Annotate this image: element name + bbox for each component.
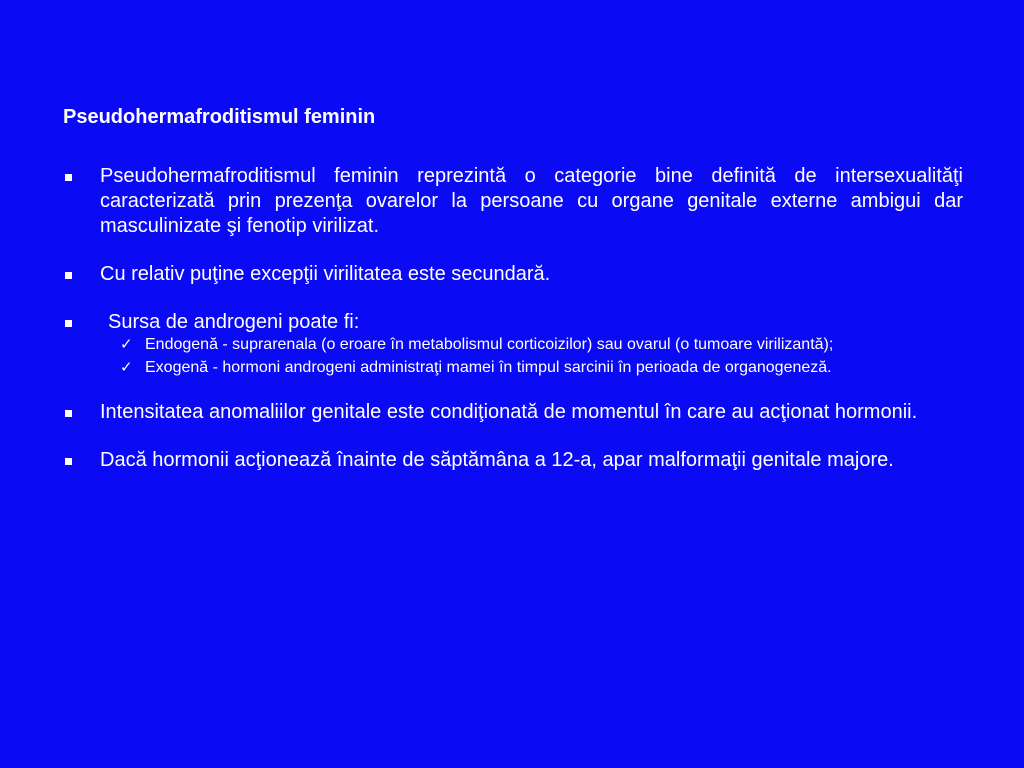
check-icon: ✓ <box>120 335 133 353</box>
sub-bullet-item <box>100 335 963 354</box>
sub-bullet-text: Exogenă - hormoni androgeni administraţi mamei în timpul sarcinii în perioada de organogeneză. <box>145 359 832 376</box>
square-bullet-icon <box>65 272 72 279</box>
bullet-text: Cu relativ puţine excepţii virilitatea este secundară. <box>100 263 551 285</box>
bullet-item <box>63 310 963 377</box>
slide-title: Pseudohermafroditismul feminin <box>63 106 376 128</box>
bullet-text: Sursa de androgeni poate fi: <box>108 311 360 333</box>
square-bullet-icon <box>65 458 72 465</box>
bullet-item <box>63 448 963 473</box>
bullet-list <box>63 164 963 496</box>
sub-bullet-item <box>100 358 963 377</box>
bullet-item <box>63 262 963 287</box>
bullet-text: Dacă hormonii acţionează înainte de săptămâna a 12-a, apar malformaţii genitale majore. <box>100 449 894 471</box>
sub-bullet-text: Endogenă - suprarenala (o eroare în metabolismul corticoizilor) sau ovarul (o tumoare virilizantă); <box>145 336 834 353</box>
square-bullet-icon <box>65 174 72 181</box>
square-bullet-icon <box>65 320 72 327</box>
bullet-text: Intensitatea anomaliilor genitale este condiţionată de momentul în care au acţionat hormonii. <box>100 401 918 423</box>
square-bullet-icon <box>65 410 72 417</box>
sub-bullet-list <box>100 335 963 377</box>
check-icon: ✓ <box>120 358 133 376</box>
bullet-text: Pseudohermafroditismul feminin reprezintă o categorie bine definită de intersexualităţi caracterizată prin prezenţa ovarelor la persoane cu organe genitale externe ambigui dar masculinizate şi fenotip virilizat. <box>100 165 963 237</box>
bullet-item <box>63 164 963 239</box>
bullet-item <box>63 400 963 425</box>
